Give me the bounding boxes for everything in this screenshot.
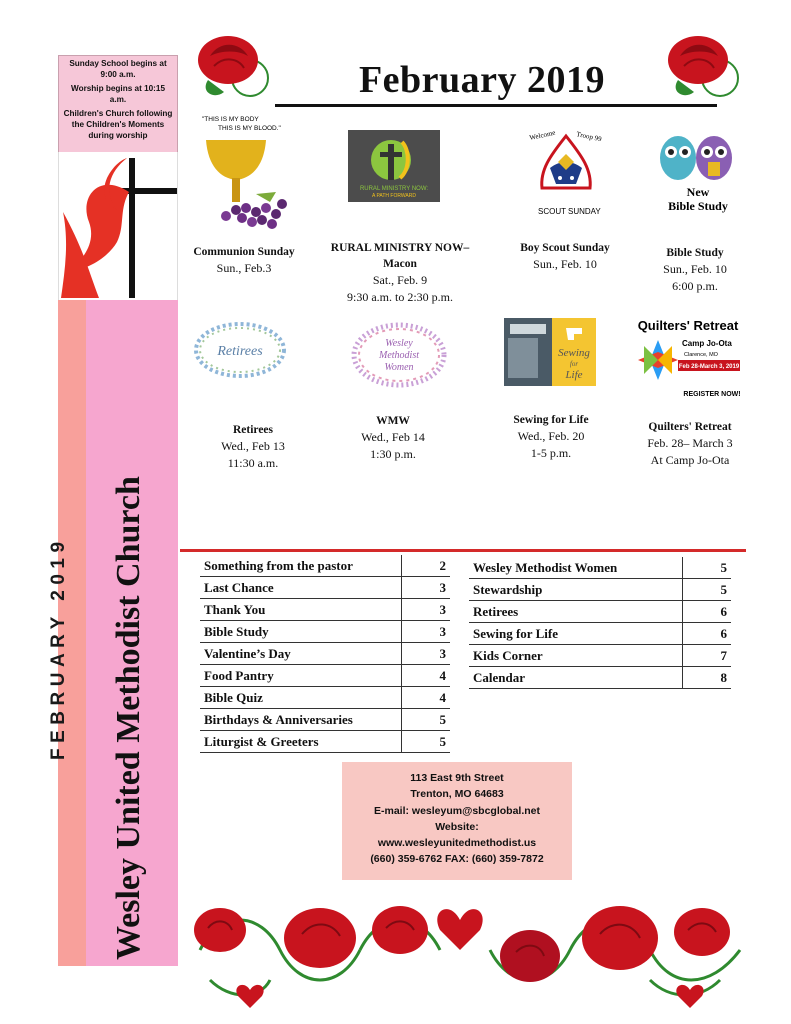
- contents-entry-page: 5: [402, 731, 451, 753]
- contents-row: [469, 645, 731, 667]
- sewing-image-text-2: for: [569, 360, 579, 368]
- contact-info-box: [342, 762, 572, 880]
- rural-image-text-1: RURAL MINISTRY NOW:: [359, 186, 429, 192]
- wmw-image-text-1: Wesley: [385, 338, 413, 349]
- contents-row: [200, 687, 450, 709]
- contents-entry-label: Retirees: [469, 601, 683, 623]
- contents-entry-label: Thank You: [200, 599, 402, 621]
- bible-image-text-2: Bible Study: [668, 199, 728, 213]
- contents-row: [469, 667, 731, 689]
- event-time: 1:30 p.m.: [370, 446, 416, 461]
- contents-entry-label: Last Chance: [200, 577, 402, 599]
- heart-icon: [236, 985, 263, 1008]
- contents-entry-page: 5: [683, 557, 732, 579]
- quilt-star-icon: [632, 316, 746, 402]
- contents-row: [200, 621, 450, 643]
- event-title: Retirees: [232, 424, 273, 436]
- scout-image-text-4: SUNDAY: [568, 207, 601, 216]
- phone-fax: (660) 359-6762 FAX: (660) 359-7872: [370, 853, 544, 866]
- floral-wreath-icon: [192, 318, 288, 382]
- event-title: Boy Scout Sunday: [520, 242, 610, 254]
- contents-row: [469, 601, 731, 623]
- contents-entry-page: 4: [402, 665, 451, 687]
- event-bible-study: [640, 245, 750, 295]
- quilters-retreat-image: [632, 316, 746, 402]
- floral-wreath-icon: [350, 320, 448, 390]
- rose-icon: [582, 906, 658, 970]
- contents-entry-label: Stewardship: [469, 579, 683, 601]
- contents-entry-page: 7: [683, 645, 732, 667]
- scout-image-text-2: Troop 99: [575, 130, 603, 144]
- contents-entry-page: 5: [683, 579, 732, 601]
- quilters-image-text-1: Quilters' Retreat: [637, 318, 739, 333]
- contents-entry-page: 5: [402, 709, 451, 731]
- contents-entry-label: Bible Study: [200, 621, 402, 643]
- sidebar-issue-date: FEBRUARY 2019: [48, 536, 69, 760]
- event-communion: [183, 244, 305, 277]
- website-label: Website:: [435, 820, 479, 833]
- childrens-church-note: Children's Church following the Children's Moments during worship: [63, 109, 173, 141]
- event-sewing-for-life: [496, 412, 606, 462]
- rose-clock-icon: [190, 20, 272, 102]
- contents-table-right: [469, 557, 731, 689]
- event-title: Quilters' Retreat: [648, 421, 732, 433]
- chalice-grapes-icon: [196, 112, 290, 234]
- contents-row: [469, 623, 731, 645]
- contents-entry-label: Wesley Methodist Women: [469, 557, 683, 579]
- contents-entry-page: 2: [402, 555, 451, 577]
- rose-icon: [284, 908, 356, 968]
- owls-icon: [658, 128, 736, 216]
- contents-row: [200, 643, 450, 665]
- event-date: Sun., Feb. 10: [663, 262, 727, 277]
- cross-circle-icon: [348, 130, 440, 202]
- rural-image-text-2: A PATH FORWARD: [372, 193, 416, 199]
- event-date: Sun., Feb.3: [216, 261, 272, 276]
- event-date: Feb. 28– March 3: [647, 436, 733, 451]
- quilters-image-text-4: Feb 28-March 3, 2019: [678, 364, 740, 370]
- contents-entry-label: Sewing for Life: [469, 623, 683, 645]
- contents-entry-page: 3: [402, 643, 451, 665]
- contents-entry-label: Bible Quiz: [200, 687, 402, 709]
- city-state-zip: Trenton, MO 64683: [410, 788, 504, 801]
- contents-row: [200, 577, 450, 599]
- communion-image-text-1: "THIS IS MY BODY: [202, 116, 259, 123]
- contents-entry-page: 8: [683, 667, 732, 689]
- contents-entry-page: 6: [683, 601, 732, 623]
- contents-row: [200, 731, 450, 753]
- event-rural-ministry: [320, 240, 480, 306]
- heart-icon: [676, 985, 703, 1008]
- sewing-image-text-1: Sewing: [558, 347, 590, 359]
- title-divider: [275, 104, 717, 107]
- contents-entry-label: Birthdays & Anniversaries: [200, 709, 402, 731]
- event-retirees: [190, 422, 316, 472]
- contents-entry-label: Kids Corner: [469, 645, 683, 667]
- contents-row: [200, 709, 450, 731]
- wmw-image-text-2: Methodist: [379, 350, 419, 361]
- contents-entry-page: 3: [402, 577, 451, 599]
- contents-row: [469, 579, 731, 601]
- contents-row: [200, 599, 450, 621]
- street-address: 113 East 9th Street: [410, 772, 504, 784]
- event-title: Sewing for Life: [513, 414, 589, 426]
- rural-ministry-image: [348, 130, 440, 202]
- contents-row: [200, 555, 450, 577]
- quilters-image-text-5: REGISTER NOW!: [683, 391, 741, 398]
- contents-divider: [180, 549, 746, 552]
- contents-entry-page: 6: [683, 623, 732, 645]
- email-address[interactable]: E-mail: wesleyum@sbcglobal.net: [373, 804, 541, 817]
- sewing-for-life-image: [504, 318, 596, 386]
- rose-icon: [674, 908, 730, 956]
- wmw-image: [350, 320, 448, 390]
- retirees-image-text: Retirees: [217, 344, 263, 359]
- retirees-image: [192, 318, 288, 382]
- event-date: Wed., Feb 14: [361, 430, 425, 445]
- communion-image-text-2: THIS IS MY BLOOD.": [218, 125, 281, 132]
- contents-entry-page: 3: [402, 599, 451, 621]
- wmw-image-text-3: Women: [384, 362, 414, 373]
- sewing-machine-icon: [504, 318, 596, 386]
- newsletter-title: February 2019: [358, 59, 606, 101]
- event-location: At Camp Jo-Ota: [650, 452, 730, 467]
- sidebar-church-name: Wesley United Methodist Church: [110, 476, 147, 960]
- contents-table-left: [200, 555, 450, 753]
- quilters-image-text-2: Camp Jo-Ota: [682, 339, 732, 348]
- scout-sunday-image: [520, 126, 612, 220]
- event-time: 11:30 a.m.: [227, 455, 279, 470]
- event-date: Wed., Feb. 20: [517, 429, 585, 444]
- event-title: RURAL MINISTRY NOW– Macon: [330, 242, 470, 271]
- contents-entry-label: Liturgist & Greeters: [200, 731, 402, 753]
- rose-icon: [372, 906, 428, 954]
- event-boy-scout-sunday: [505, 240, 625, 273]
- scout-emblem-icon: [520, 126, 612, 220]
- event-date: Wed., Feb 13: [221, 439, 285, 454]
- contents-entry-label: Food Pantry: [200, 665, 402, 687]
- event-quilters-retreat: [630, 419, 750, 469]
- event-time: 1-5 p.m.: [530, 445, 572, 460]
- bible-image-text-1: New: [686, 185, 710, 199]
- quilters-image-text-3: Clarence, MO: [684, 352, 718, 358]
- contents-row: [469, 557, 731, 579]
- contents-entry-page: 3: [402, 621, 451, 643]
- sewing-image-text-3: Life: [565, 369, 583, 381]
- event-date: Sat., Feb. 9: [372, 273, 428, 288]
- rose-icon: [500, 930, 560, 982]
- event-time: 6:00 p.m.: [672, 278, 718, 293]
- event-wmw: [338, 413, 448, 463]
- service-times-notice: [58, 55, 178, 154]
- rose-heart-border: [190, 890, 750, 1014]
- sunday-school-time: Sunday School begins at 9:00 a.m.: [69, 59, 167, 80]
- event-time: 9:30 a.m. to 2:30 p.m.: [347, 289, 453, 304]
- contents-row: [200, 665, 450, 687]
- cross-and-flame-icon: [59, 152, 177, 300]
- event-title: WMW: [376, 415, 410, 427]
- contents-entry-label: Something from the pastor: [200, 555, 402, 577]
- worship-time: Worship begins at 10:15 a.m.: [70, 84, 166, 105]
- rose-icon: [194, 908, 246, 952]
- contents-entry-label: Calendar: [469, 667, 683, 689]
- event-title: Communion Sunday: [193, 246, 295, 258]
- communion-image: [196, 112, 290, 234]
- heart-icon: [437, 909, 482, 950]
- scout-image-text-3: SCOUT: [538, 207, 566, 216]
- cross-and-flame-logo: [58, 152, 178, 300]
- event-title: Bible Study: [666, 247, 724, 259]
- event-date: Sun., Feb. 10: [533, 257, 597, 272]
- website-link[interactable]: www.wesleyunitedmethodist.us: [377, 837, 537, 850]
- contents-entry-label: Valentine’s Day: [200, 643, 402, 665]
- contents-entry-page: 4: [402, 687, 451, 709]
- bible-study-image: [658, 128, 736, 216]
- scout-image-text-1: Welcome: [528, 128, 557, 142]
